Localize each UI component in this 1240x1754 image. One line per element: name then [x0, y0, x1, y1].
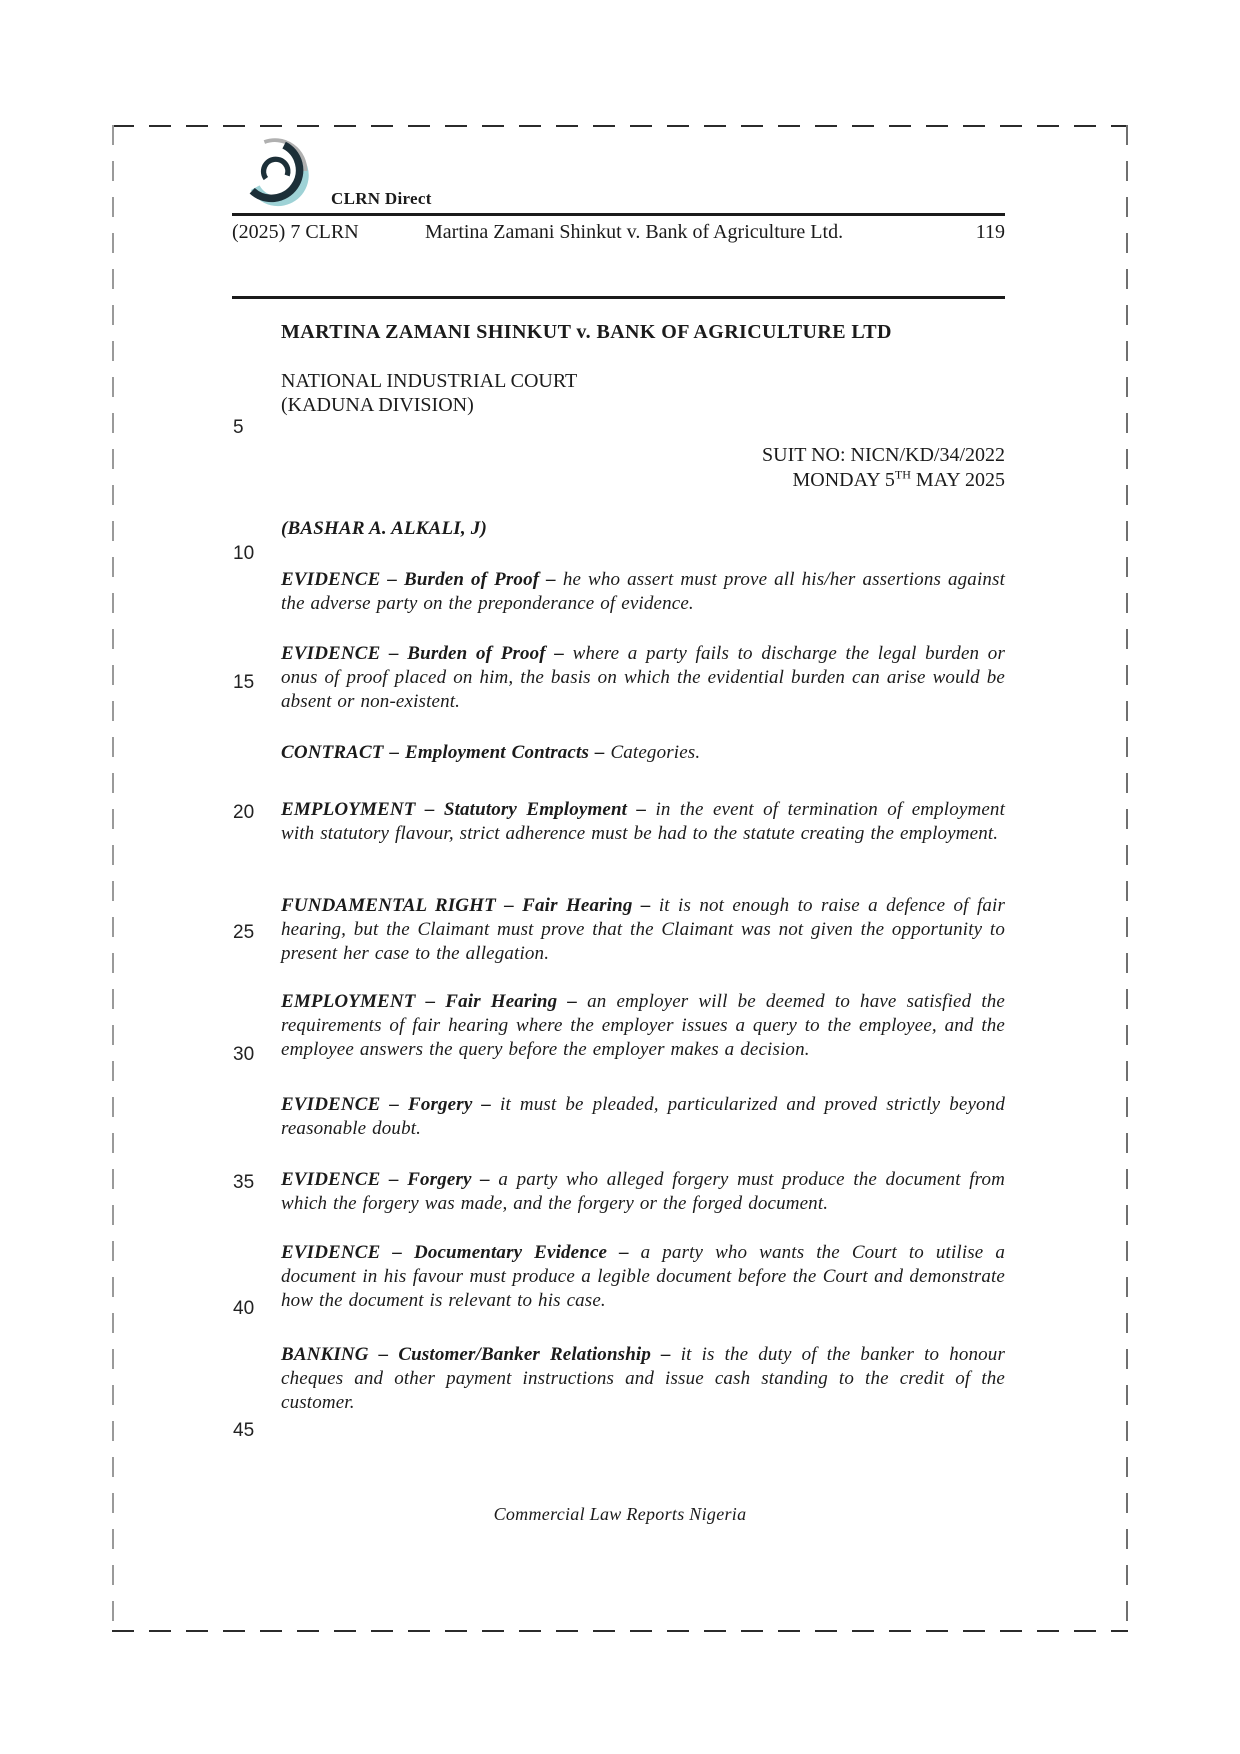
- page-number: 119: [975, 221, 1005, 243]
- page-border-bottom: [112, 1630, 1128, 1632]
- line-number: 30: [233, 1044, 255, 1065]
- headnote-heading: EMPLOYMENT – Fair Hearing –: [281, 991, 588, 1012]
- header-rule-bottom: [232, 296, 1005, 299]
- headnote-heading: EVIDENCE – Forgery –: [281, 1094, 501, 1115]
- line-number: 10: [233, 543, 255, 564]
- line-number: 40: [233, 1298, 255, 1319]
- page-border-left: [112, 125, 114, 1632]
- date-rest: MAY 2025: [910, 469, 1005, 491]
- line-number: 5: [233, 417, 244, 438]
- case-title: MARTINA ZAMANI SHINKUT v. BANK OF AGRICULTURE LTD: [281, 321, 892, 343]
- headnote-heading: BANKING – Customer/Banker Relationship –: [281, 1344, 681, 1365]
- line-number: 45: [233, 1420, 255, 1441]
- headnote: [281, 894, 1005, 966]
- header-rule-top: [232, 213, 1005, 216]
- headnote: [281, 1241, 1005, 1313]
- headnote: [281, 642, 1005, 714]
- court-name: NATIONAL INDUSTRIAL COURT: [281, 370, 578, 392]
- headnote-body: a party who wants the Court to utilise a document in his favour must produce a legible document before the Court and demonstrate how the document is relevant to his case.: [281, 1242, 1005, 1311]
- headnote-heading: EVIDENCE – Documentary Evidence –: [281, 1242, 641, 1263]
- headnote-heading: FUNDAMENTAL RIGHT – Fair Hearing –: [281, 895, 659, 916]
- headnote: [281, 990, 1005, 1062]
- headnote-body: it is the duty of the banker to honour cheques and other payment instructions and issue cash standing to the credit of the customer.: [281, 1344, 1005, 1413]
- line-number: 20: [233, 802, 255, 823]
- suit-number: SUIT NO: NICN/KD/34/2022: [762, 444, 1005, 466]
- date-main: MONDAY 5: [792, 469, 895, 491]
- headnote-body: a party who alleged forgery must produce the document from which the forgery was made, and the forgery or the forged document.: [281, 1169, 1005, 1214]
- court-block: [281, 369, 577, 417]
- headnote-body: he who assert must prove all his/her assertions against the adverse party on the preponderance of evidence.: [281, 569, 1005, 614]
- headnote-heading: EVIDENCE – Forgery –: [281, 1169, 499, 1190]
- court-division: (KADUNA DIVISION): [281, 394, 474, 416]
- headnote-heading: EMPLOYMENT – Statutory Employment –: [281, 799, 656, 820]
- clrn-logo-icon: [236, 136, 314, 212]
- line-number: 25: [233, 922, 255, 943]
- headnote: [281, 1093, 1005, 1141]
- headnote-body: it must be pleaded, particularized and proved strictly beyond reasonable doubt.: [281, 1094, 1005, 1139]
- headnote-body: it is not enough to raise a defence of fair hearing, but the Claimant must prove that the Claimant was not given the opportunity to present her case to the allegation.: [281, 895, 1005, 964]
- suit-block: [281, 443, 1005, 493]
- headnote-heading: EVIDENCE – Burden of Proof –: [281, 569, 563, 590]
- headnote: [281, 568, 1005, 616]
- headnote-body: in the event of termination of employment with statutory flavour, strict adherence must be had to the statute creating the employment.: [281, 799, 1005, 844]
- logo-inner-hook: [264, 159, 288, 178]
- report-citation: (2025) 7 CLRN: [232, 221, 359, 243]
- date-ordinal-superscript: TH: [894, 467, 911, 482]
- headnote-body: an employer will be deemed to have satisfied the requirements of fair hearing where the employer issues a query to the employee, and the employee answers the query before the employer makes a decision.: [281, 991, 1005, 1060]
- running-case-name: Martina Zamani Shinkut v. Bank of Agriculture Ltd.: [425, 221, 844, 243]
- headnote: [281, 1168, 1005, 1216]
- headnote-heading: CONTRACT – Employment Contracts –: [281, 742, 611, 763]
- headnote-body: where a party fails to discharge the legal burden or onus of proof placed on him, the basis on which the evidential burden can arise would be absent or non-existent.: [281, 643, 1005, 712]
- line-number: 35: [233, 1172, 255, 1193]
- headnote: [281, 798, 1005, 846]
- judge-name: (BASHAR A. ALKALI, J): [281, 518, 488, 539]
- headnote: [281, 741, 1005, 765]
- headnote-heading: EVIDENCE – Burden of Proof –: [281, 643, 573, 664]
- judgment-date: [281, 468, 1005, 493]
- footer-imprint: Commercial Law Reports Nigeria: [493, 1504, 747, 1524]
- headnote: [281, 1343, 1005, 1415]
- page-border-right: [1126, 125, 1128, 1632]
- brand-name: CLRN Direct: [331, 189, 432, 208]
- line-number: 15: [233, 672, 255, 693]
- page-border-top: [112, 125, 1128, 127]
- headnote-body: Categories.: [610, 742, 701, 763]
